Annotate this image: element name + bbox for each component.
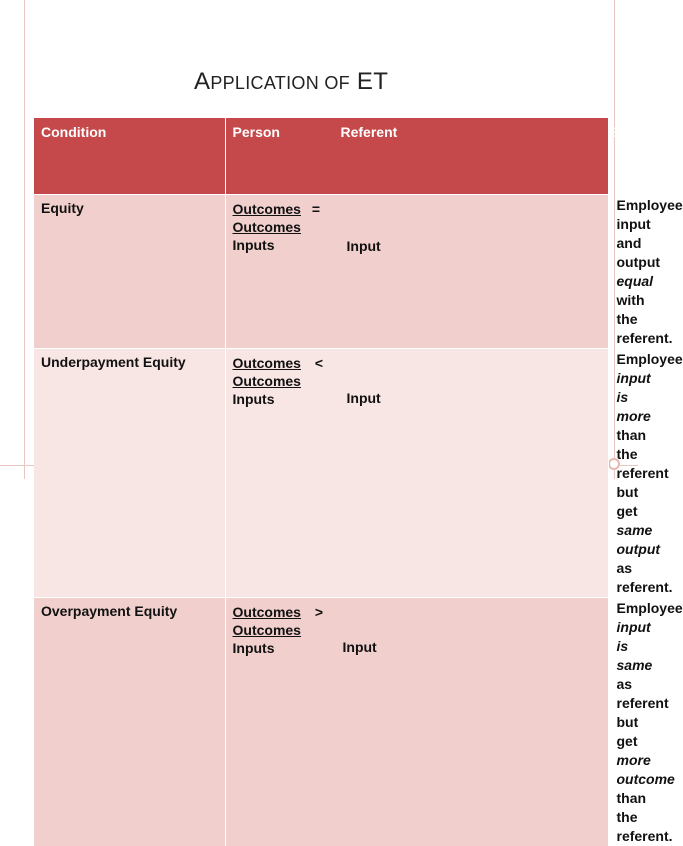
slide-title: APPLICATION OF ET <box>194 68 389 95</box>
condition-cell: Overpayment Equity <box>34 597 225 846</box>
referent-outcomes: Outcomes <box>232 621 301 638</box>
referent-outcomes: Outcomes <box>232 372 301 389</box>
table-row: Equity Outcomes = Outcomes Inputs Input Employee input and output equal with the referent. <box>34 194 608 348</box>
equity-theory-table <box>34 118 683 846</box>
person-referent-cell <box>225 194 608 348</box>
table-row: Underpayment Equity Outcomes < Outcomes Inputs Input Employee input is more than the referent but get same output as referent. <box>34 348 608 597</box>
header-person: Person <box>232 124 280 140</box>
header-referent: Referent <box>340 124 398 140</box>
person-inputs: Inputs <box>232 390 275 407</box>
referent-input: Input <box>346 389 381 406</box>
person-referent-cell <box>225 597 608 846</box>
comparison-operator: > <box>314 603 324 620</box>
person-inputs: Inputs <box>232 236 275 253</box>
person-inputs: Inputs <box>232 639 275 656</box>
table-row: Overpayment Equity Outcomes > Outcomes Inputs Input Employee input is same as referent but get more outcome than the referent. <box>34 597 608 846</box>
header-person-referent <box>225 118 608 194</box>
table-header-row: Condition Person Referent Example <box>34 118 608 194</box>
condition-cell: Equity <box>34 194 225 348</box>
person-referent-cell <box>225 348 608 597</box>
left-border <box>0 0 25 479</box>
person-outcomes: Outcomes <box>232 354 301 371</box>
referent-input: Input <box>342 638 377 655</box>
comparison-operator: = <box>311 200 321 217</box>
comparison-operator: < <box>314 354 324 371</box>
condition-cell: Underpayment Equity <box>34 348 225 597</box>
header-condition: Condition <box>34 118 225 194</box>
person-outcomes: Outcomes <box>232 200 301 217</box>
person-outcomes: Outcomes <box>232 603 301 620</box>
referent-outcomes: Outcomes <box>232 218 301 235</box>
referent-input: Input <box>346 237 381 254</box>
